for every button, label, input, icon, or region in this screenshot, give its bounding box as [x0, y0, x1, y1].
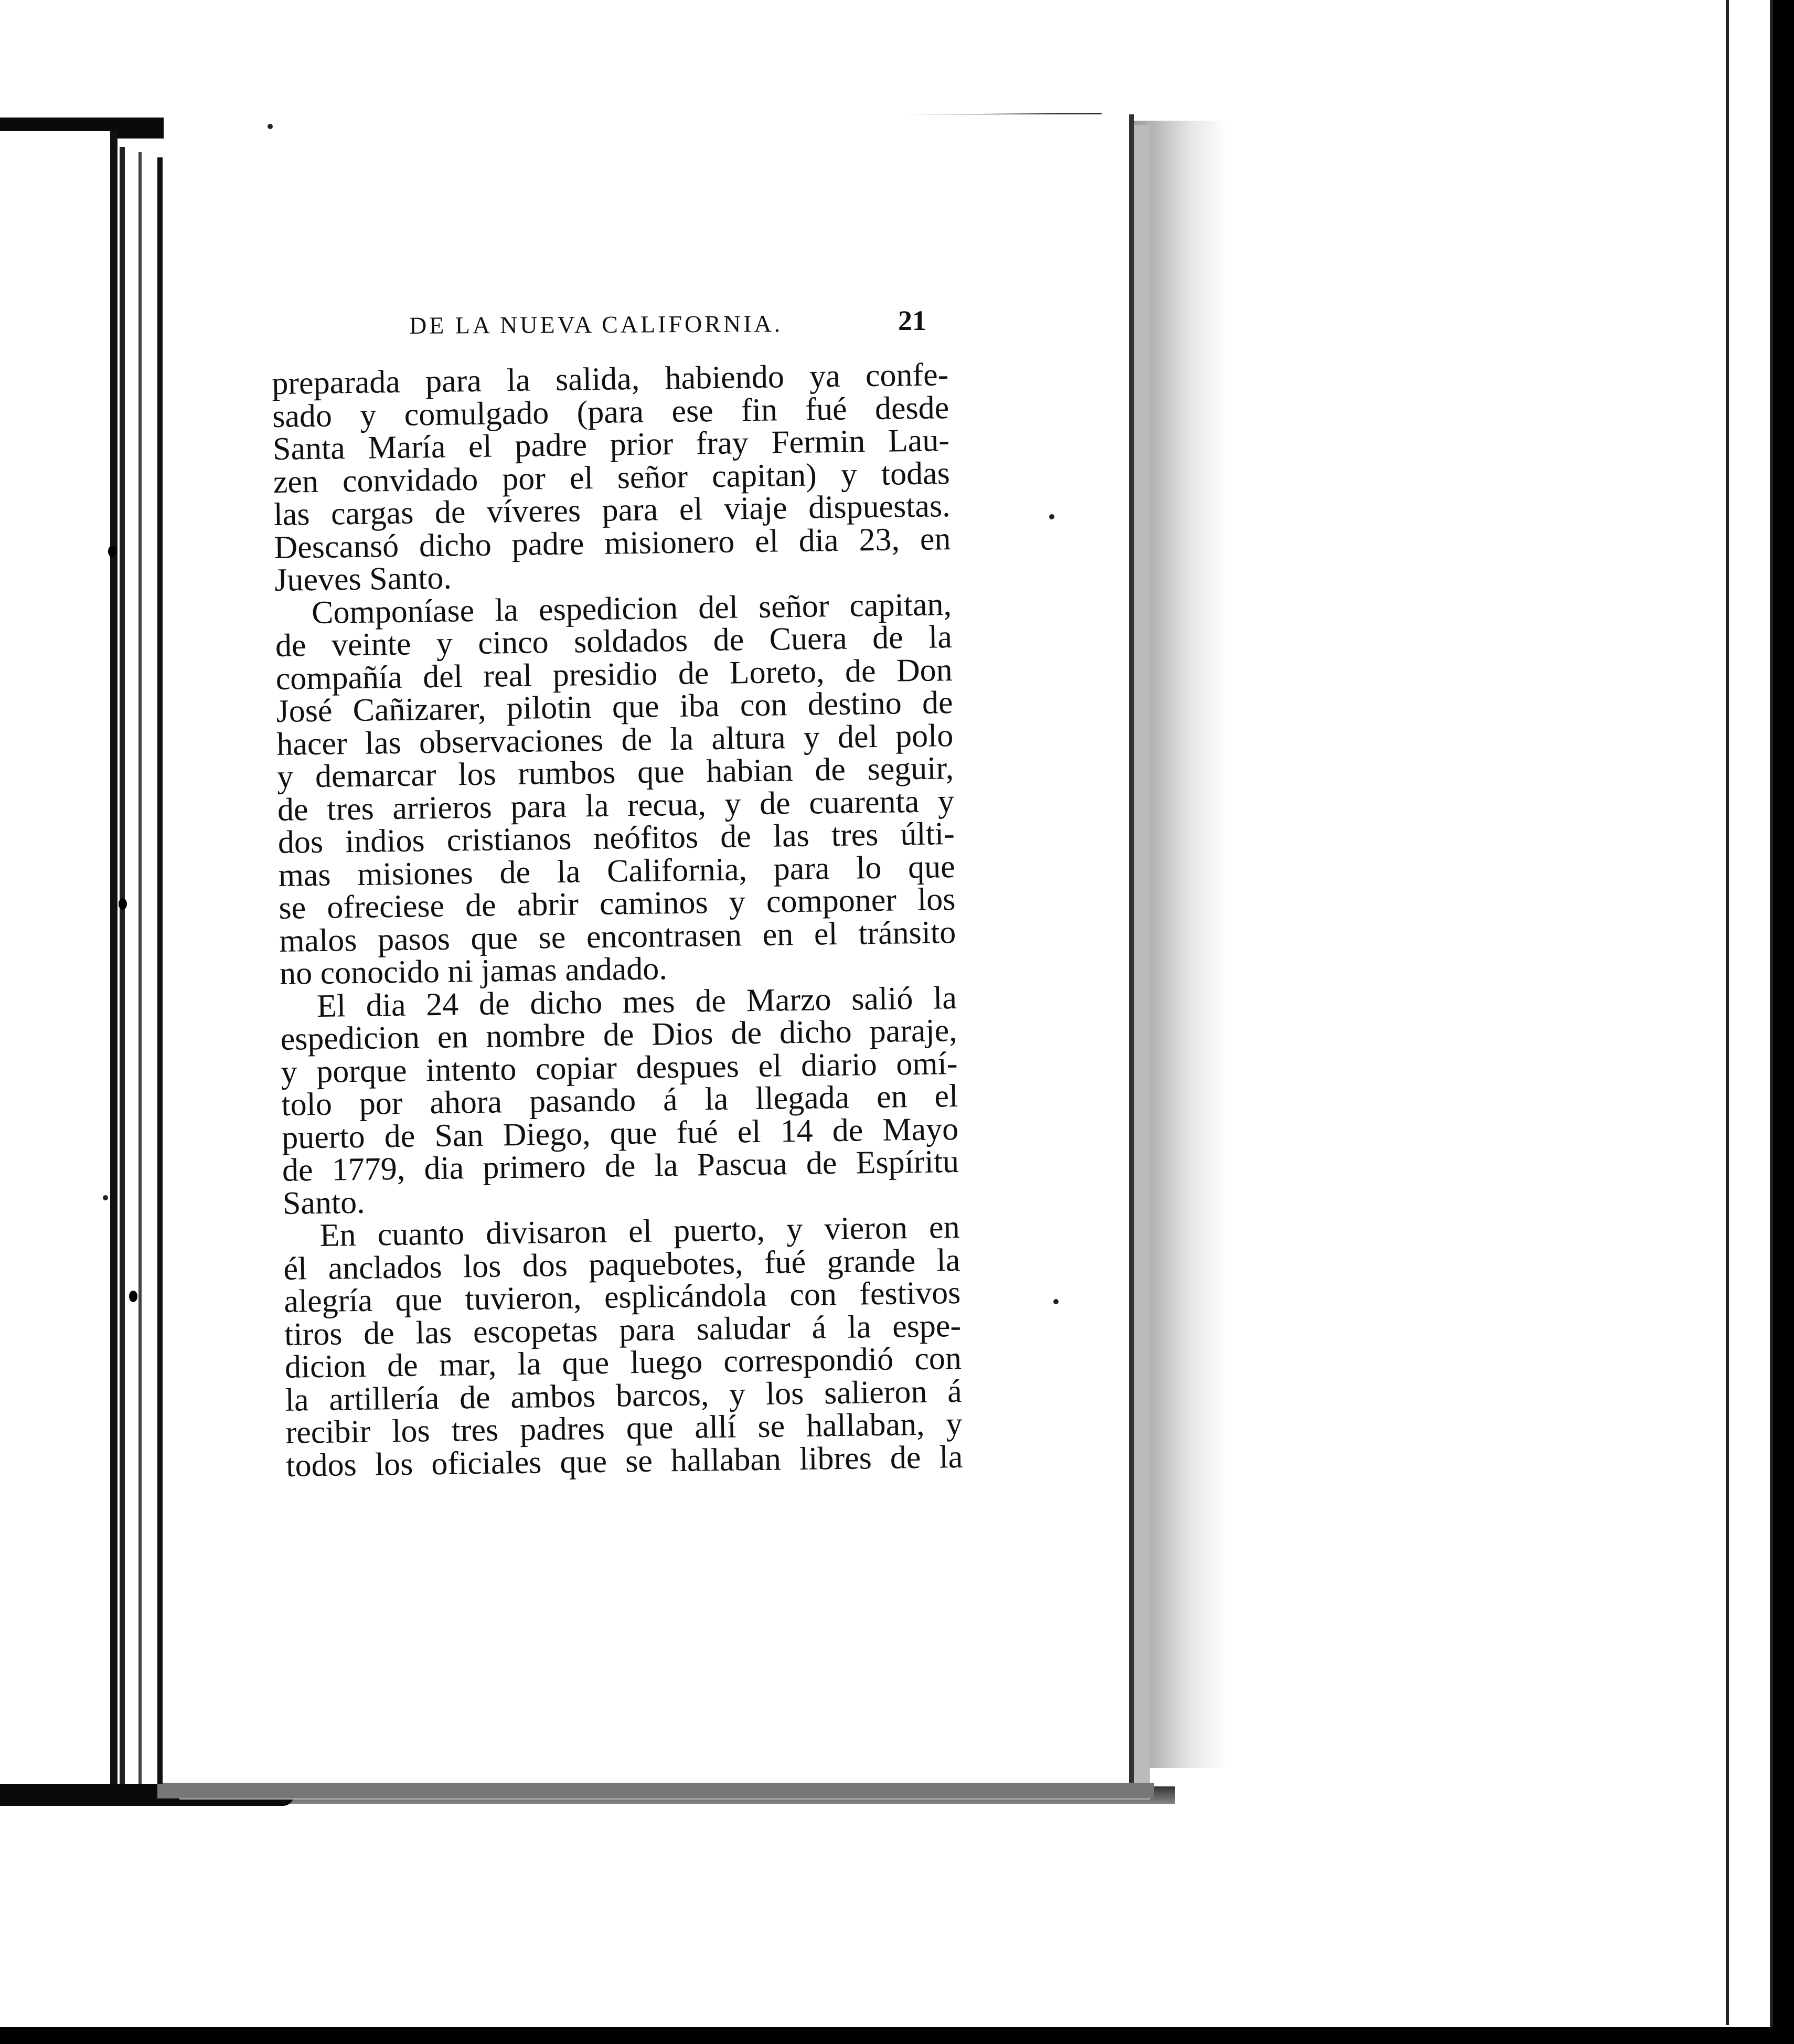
- binding-thread-mark: [119, 898, 127, 910]
- text-line: compañía del real presidio de Loreto, de Don: [275, 652, 953, 697]
- text-line: recibir los tres padres que allí se hallaban, y: [285, 1406, 963, 1451]
- text-line: mas misiones de la California, para lo que: [278, 848, 956, 893]
- text-line: Santo.: [282, 1184, 366, 1221]
- text-line: de veinte y cinco soldados de Cuera de la: [275, 619, 953, 664]
- running-head: DE LA NUEVA CALIFORNIA.: [409, 310, 783, 339]
- text-line: Santa María el padre prior fray Fermin Lau-: [272, 422, 950, 467]
- text-line: alegría que tuvieron, esplicándola con festivos: [283, 1274, 961, 1319]
- spine-line: [138, 152, 142, 1784]
- text-line: él anclados los dos paquebotes, fué grande la: [283, 1242, 960, 1287]
- text-line: de tres arrieros para la recua, y de cuarenta y: [277, 783, 955, 828]
- text-line: Componíase la espedicion del señor capitan,: [311, 586, 952, 631]
- page-number: 21: [898, 305, 926, 336]
- text-line: la artillería de ambos barcos, y los salieron á: [285, 1373, 963, 1418]
- text-line: no conocido ni jamas andado.: [279, 951, 668, 992]
- text-line: José Cañizarer, pilotin que iba con destino de: [276, 685, 953, 729]
- text-line: todos los oficiales que se hallaban libres de la: [285, 1439, 963, 1484]
- text-line: zen convidado por el señor capitan) y todas: [273, 455, 951, 500]
- spine-line: [157, 157, 163, 1784]
- text-line: En cuanto divisaron el puerto, y vieron en: [319, 1209, 960, 1253]
- binding-thread-mark: [129, 1291, 137, 1302]
- text-line: tolo por ahora pasando á la llegada en el: [281, 1078, 958, 1123]
- text-line: las cargas de víveres para el viaje dispuestas.: [273, 488, 951, 533]
- page-shadow-right: [1133, 121, 1227, 1768]
- text-line: dos indios cristianos neófitos de las tres últi-: [277, 816, 955, 860]
- film-frame-right: [1773, 0, 1794, 2044]
- text-line: tiros de las escopetas para saludar á la espe-: [284, 1307, 962, 1353]
- text-line: sado y comulgado (para ese fin fué desde: [272, 389, 949, 434]
- text-line: puerto de San Diego, que fué el 14 de Mayo: [281, 1111, 959, 1156]
- text-line: Descansó dicho padre misionero el dia 23, en: [274, 520, 951, 566]
- text-line: de 1779, dia primero de la Pascua de Espíritu: [282, 1143, 959, 1188]
- speck: [268, 124, 273, 129]
- speck: [1049, 514, 1054, 519]
- text-line: dicion de mar, la que luego correspondió con: [284, 1340, 962, 1385]
- spine-line: [120, 147, 125, 1784]
- text-line: hacer las observaciones de la altura y del polo: [276, 717, 954, 762]
- film-frame-bottom: [0, 2027, 1794, 2044]
- film-edge-line: [1726, 0, 1729, 2025]
- facing-page-edge: [0, 131, 118, 1794]
- text-line: y porque intento copiar despues el diario omí-: [281, 1045, 958, 1090]
- text-line: espedicion en nombre de Dios de dicho paraje,: [280, 1013, 958, 1057]
- speck: [103, 1195, 108, 1200]
- film-frame-right-inner: [1770, 0, 1773, 2044]
- page-bottom-edge: [157, 1783, 1154, 1798]
- binding-thread-mark: [108, 546, 116, 557]
- text-line: y demarcar los rumbos que habian de seguir,: [276, 750, 954, 795]
- speck: [1053, 1299, 1059, 1304]
- text-line: El dia 24 de dicho mes de Marzo salió la: [316, 980, 957, 1024]
- text-line: malos pasos que se encontrasen en el tránsito: [279, 914, 956, 959]
- text-line: se ofreciese de abrir caminos y componer los: [279, 881, 956, 926]
- text-line: preparada para la salida, habiendo ya confe-: [271, 357, 949, 401]
- text-line: Jueves Santo.: [274, 560, 452, 598]
- body-text: [272, 358, 963, 1482]
